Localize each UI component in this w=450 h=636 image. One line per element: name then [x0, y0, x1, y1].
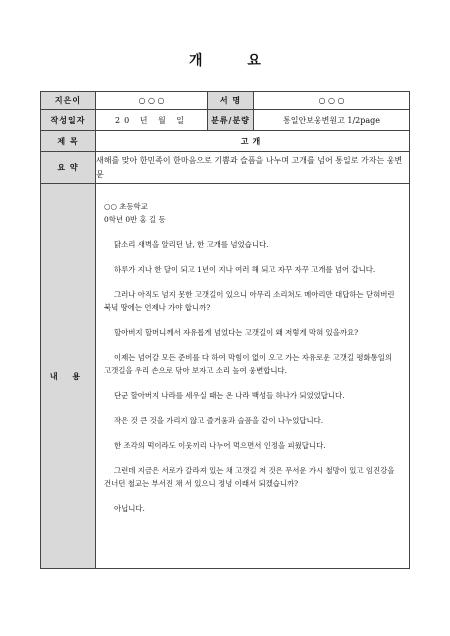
paragraph: 하루가 지나 한 달이 되고 1년이 지나 여러 해 되고 자꾸 자꾸 고개를 넘어 갑니다.: [114, 265, 376, 274]
subject-row: [41, 131, 410, 152]
subject-value: 고개: [96, 131, 410, 152]
summary-label: 요 약: [41, 152, 96, 184]
content-row: [41, 184, 410, 569]
date-label: 작성일자: [41, 110, 96, 131]
paragraph: 할아버지 할머니께서 자유롭게 넘었다는 고갯길이 왜 저렇게 막혀 있을까요?: [114, 328, 359, 337]
date-value: 20 년 월 일: [96, 110, 208, 131]
school-line: ○○ 초등학교: [104, 202, 148, 211]
content-label: 내 용: [41, 184, 96, 569]
summary-value: 새해를 맞아 한민족이 한마음으로 기쁨과 슬픔을 나누며 고개를 넘어 통일로 가자는 웅변문: [96, 152, 410, 184]
content-body: [96, 184, 410, 569]
category-label: 분류/분량: [208, 110, 254, 131]
reviewer-label: 서 명: [208, 92, 254, 110]
paragraph: 닭소리 새벽을 알리던 날, 한 고개를 넘었습니다.: [114, 240, 269, 249]
document-title: 개 요: [189, 53, 281, 69]
paragraph: 작은 것 큰 것을 가리지 않고 즐거움과 슬픔을 같이 나누었답니다.: [114, 416, 324, 425]
reviewer-value: ○ ○ ○: [254, 92, 410, 110]
subject-label: 제 목: [41, 131, 96, 152]
author-label: 지은이: [41, 92, 96, 110]
student-line: 0학년 0반 홍 길 동: [104, 215, 166, 224]
paragraph: 이제는 넘어갈 모든 준비를 다 하여 막힘이 없이 오고 가는 자유로운 고갯길 평화통일의 고갯길을 우리 손으로 닦아 보자고 소리 높여 웅변합니다.: [104, 353, 393, 375]
author-value: ○ ○ ○: [96, 92, 208, 110]
author-row: [41, 92, 410, 110]
paragraph: 그러나 아직도 넘지 못한 고갯길이 있으니 아무리 소리쳐도 메아리만 대답하는 닫혀버린 북녘 땅에는 언제나 가야 합니까?: [104, 290, 395, 312]
paragraph: 단군 할아버지 나라를 세우실 때는 온 나라 백성들 하나가 되었었답니다.: [114, 391, 345, 400]
overview-table: [40, 91, 410, 569]
category-value: 통일안보웅변원고 1/2page: [254, 110, 410, 131]
paragraph: 한 조각의 떡이라도 이웃끼리 나누어 먹으면서 인정을 피웠답니다.: [114, 441, 326, 450]
paragraph: 아닙니다.: [114, 504, 145, 513]
summary-row: [41, 152, 410, 184]
paragraph: 그런데 지금은 서로가 갈라져 있는 채 고갯길 저 것은 무서운 가시 철망이 있고 임진강을 건너던 철교는 부서진 채 서 있으니 정녕 이래서 되겠습니까?: [104, 466, 395, 488]
date-row: [41, 110, 410, 131]
